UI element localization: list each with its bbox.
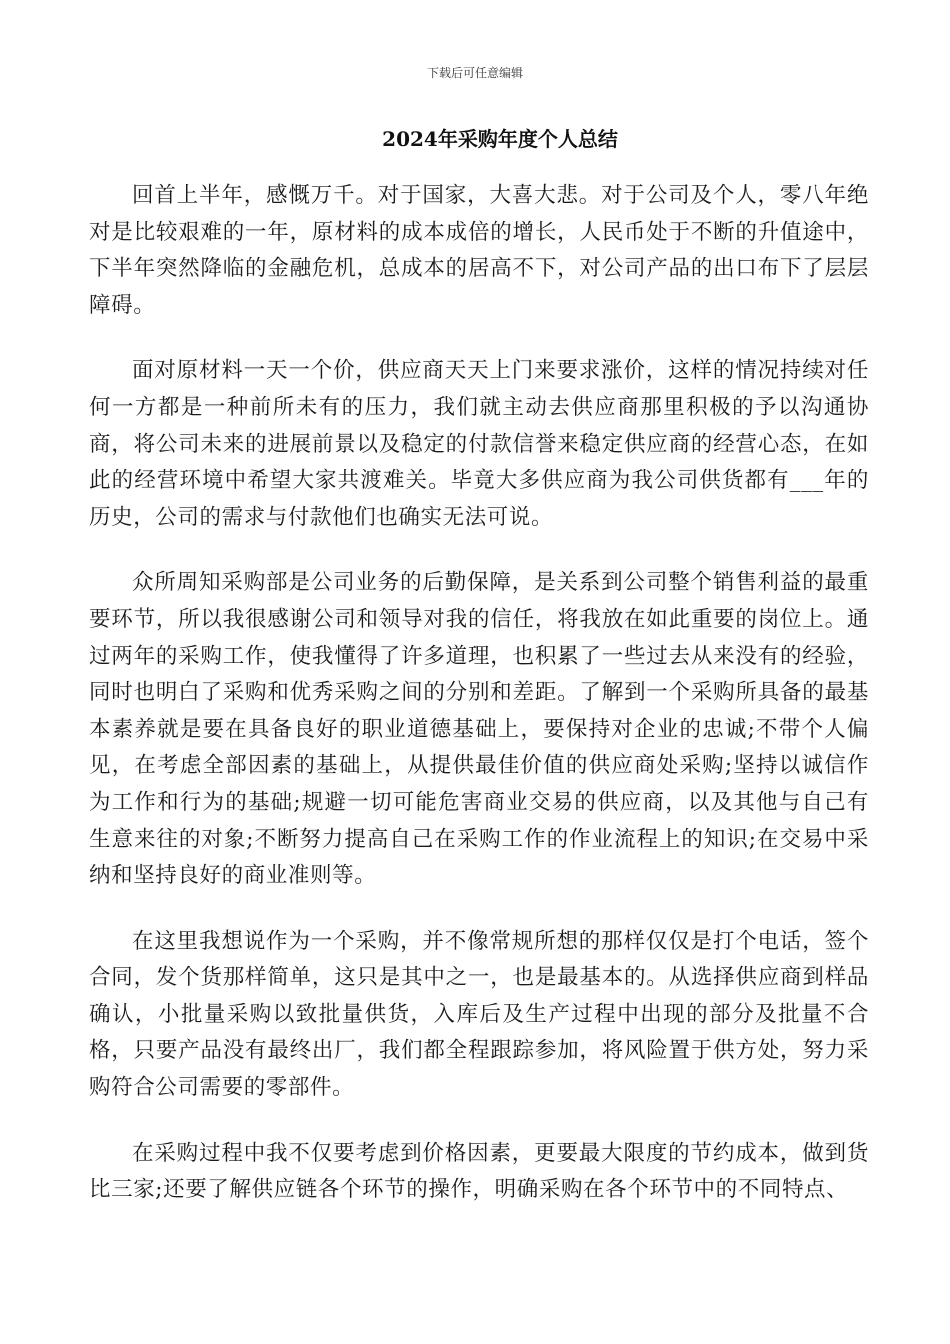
- document-title: 2024年采购年度个人总结: [382, 127, 618, 151]
- paragraph-1: 回首上半年，感慨万千。对于国家，大喜大悲。对于公司及个人，零八年绝对是比较艰难的一年，原材料的成本成倍的增长，人民币处于不断的升值途中，下半年突然降临的金融危机，总成本的居高不下，对公司产品的出口布下了层层障碍。: [89, 183, 869, 318]
- paragraph-4: 在这里我想说作为一个采购，并不像常规所想的那样仅仅是打个电话，签个合同，发个货那样简单，这只是其中之一，也是最基本的。从选择供应商到样品确认，小批量采购以致批量供货，入库后及生产过程中出现的部分及批量不合格，只要产品没有最终出厂，我们都全程跟踪参加，将风险置于供方处，努力采购符合公司需要的零部件。: [89, 928, 869, 1101]
- paragraph-5: 在采购过程中我不仅要考虑到价格因素，更要最大限度的节约成本，做到货比三家;还要了解供应链各个环节的操作，明确采购在各个环节中的不同特点、: [89, 1140, 869, 1203]
- header-note: 下载后可任意编辑: [426, 66, 523, 80]
- paragraph-2: 面对原材料一天一个价，供应商天天上门来要求涨价，这样的情况持续对任何一方都是一种前所未有的压力，我们就主动去供应商那里积极的予以沟通协商，将公司未来的进展前景以及稳定的付款信誉来稳定供应商的经营心态，在如此的经营环境中希望大家共渡难关。毕竟大多供应商为我公司供货都有___年的历史，公司的需求与付款他们也确实无法可说。: [89, 358, 869, 530]
- paragraph-3: 众所周知采购部是公司业务的后勤保障，是关系到公司整个销售利益的最重要环节，所以我很感谢公司和领导对我的信任，将我放在如此重要的岗位上。通过两年的采购工作，使我懂得了许多道理，也积累了一些过去从来没有的经验，同时也明白了采购和优秀采购之间的分别和差距。了解到一个采购所具备的最基本素养就是要在具备良好的职业道德基础上，要保持对企业的忠诚;不带个人偏见，在考虑全部因素的基础上，从提供最佳价值的供应商处采购;坚持以诚信作为工作和行为的基础;规避一切可能危害商业交易的供应商，以及其他与自己有生意来往的对象;不断努力提高自己在采购工作的作业流程上的知识;在交易中采纳和坚持良好的商业准则等。: [89, 570, 869, 889]
- document-body: [89, 178, 869, 1209]
